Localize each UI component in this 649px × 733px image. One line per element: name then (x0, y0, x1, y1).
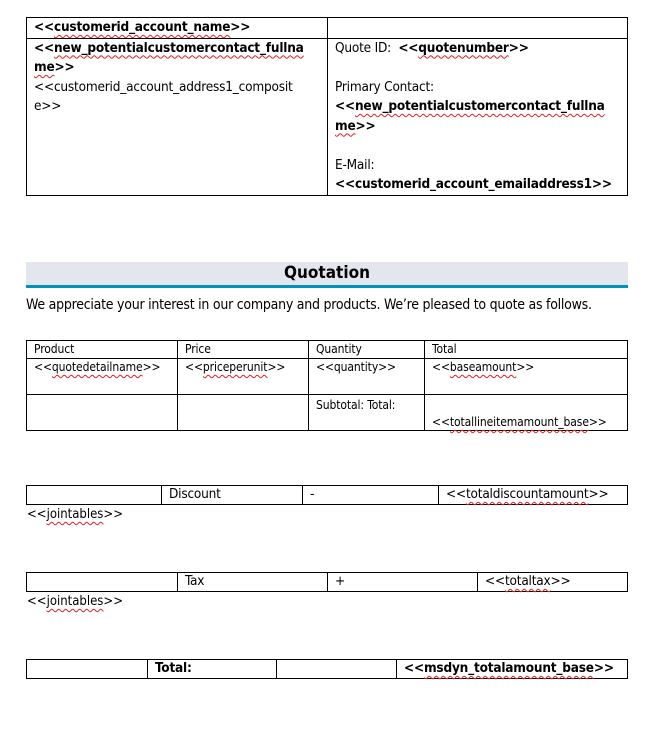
jointables-field[interactable] (27, 506, 123, 524)
tax-value: totaltax (504, 573, 551, 589)
merge-open: << (335, 98, 355, 114)
merge-open: << (404, 660, 424, 676)
merge-open: << (335, 176, 355, 192)
discount-label: Discount (162, 486, 303, 505)
account-name-field[interactable]: customerid_account_name (53, 19, 231, 35)
merge-close: >> (142, 360, 161, 374)
grand-total-row (27, 660, 628, 679)
empty-cell (328, 18, 628, 39)
discount-table (26, 485, 628, 505)
price-value: priceperunit (202, 360, 268, 374)
grand-total-label: Total: (148, 660, 277, 679)
jointables-value: jointables (46, 507, 104, 522)
total-table (26, 659, 628, 679)
column-header-product: Product (27, 341, 178, 359)
column-header-quantity: Quantity (309, 341, 425, 359)
merge-open: << (185, 360, 203, 374)
subtotal-field[interactable] (425, 395, 628, 431)
tax-label: Tax (178, 573, 328, 592)
quotation-heading: Quotation (26, 262, 628, 288)
intro-text: We appreciate your interest in our company and products. We’re pleased to quote as follows. (26, 297, 592, 313)
primary-contact-label: Primary Contact: (335, 78, 434, 95)
total-value: baseamount (449, 360, 517, 374)
subtotal-row (27, 395, 628, 431)
header-row-account (27, 18, 628, 39)
tax-row (27, 573, 628, 592)
contact-fullname-field[interactable] (34, 39, 320, 78)
jointables-value: jointables (46, 594, 104, 609)
spacer (335, 136, 620, 156)
jointables-field[interactable] (27, 593, 123, 611)
discount-value: totaldiscountamount (465, 486, 589, 502)
line-items-table (26, 340, 628, 431)
merge-open: << (432, 415, 450, 429)
grand-total-field[interactable] (397, 660, 628, 679)
tax-field[interactable] (478, 573, 628, 592)
column-header-price: Price (178, 341, 309, 359)
merge-open: << (432, 360, 450, 374)
merge-close: >> (355, 117, 376, 134)
product-field[interactable] (27, 359, 178, 395)
price-field[interactable] (178, 359, 309, 395)
merge-close: >> (591, 176, 612, 192)
merge-open: << (27, 594, 47, 609)
merge-open: << (34, 39, 54, 56)
merge-open: << (34, 360, 52, 374)
merge-open: << (446, 486, 466, 502)
quantity-field[interactable]: <<quantity>> (309, 359, 425, 395)
subtotal-value: totallineitemamount_base (449, 415, 589, 429)
empty-cell (27, 395, 178, 431)
subtotal-label: Subtotal: Total: (309, 395, 425, 431)
grand-total-value: msdyn_totalamount_base (423, 660, 594, 676)
address-field[interactable] (34, 78, 320, 117)
email-field[interactable] (335, 175, 620, 195)
empty-cell (277, 660, 397, 679)
discount-row (27, 486, 628, 505)
discount-sign: - (303, 486, 439, 505)
quote-id-label: Quote ID: (335, 39, 392, 56)
address-part1: <<customerid_account_address1_composit (34, 78, 293, 95)
contact-fullname-part2: me (34, 59, 55, 75)
quote-info-cell (328, 38, 628, 195)
primary-contact-field[interactable] (335, 97, 620, 136)
quote-id-line (335, 39, 620, 59)
tax-sign: + (328, 573, 478, 592)
merge-open: << (398, 39, 419, 56)
merge-open: << (485, 573, 505, 589)
product-value: quotedetailname (51, 360, 143, 374)
merge-close: >> (588, 486, 609, 502)
contact-fullname-part1: new_potentialcustomercontact_fullna (53, 39, 304, 56)
empty-cell (27, 573, 178, 592)
merge-close: >> (588, 415, 607, 429)
header-row-details (27, 38, 628, 195)
address-part2: e>> (34, 98, 62, 114)
empty-cell (27, 660, 148, 679)
merge-close: >> (103, 594, 124, 609)
merge-close: >> (267, 360, 286, 374)
merge-close: >> (550, 573, 571, 589)
merge-close: >> (508, 39, 529, 56)
account-name-cell (27, 18, 328, 39)
discount-field[interactable] (439, 486, 628, 505)
merge-open: << (34, 19, 54, 35)
empty-cell (27, 486, 162, 505)
merge-close: >> (103, 507, 124, 522)
primary-contact-part1: new_potentialcustomercontact_fullna (354, 98, 605, 114)
table-row (27, 359, 628, 395)
email-value: customerid_account_emailaddress1 (354, 176, 592, 192)
merge-close: >> (593, 660, 614, 676)
total-field[interactable] (425, 359, 628, 395)
spacer (335, 58, 620, 78)
quote-number-field[interactable]: quotenumber (418, 39, 509, 56)
header-table (26, 17, 628, 196)
line-items-header-row (27, 341, 628, 359)
primary-contact-part2: me (335, 117, 356, 134)
merge-close: >> (54, 59, 75, 75)
merge-open: << (27, 507, 47, 522)
column-header-total: Total (425, 341, 628, 359)
tax-table (26, 572, 628, 592)
email-label: E-Mail: (335, 156, 375, 173)
empty-cell (178, 395, 309, 431)
merge-close: >> (230, 19, 251, 35)
merge-close: >> (516, 360, 535, 374)
customer-details-cell (27, 38, 328, 195)
